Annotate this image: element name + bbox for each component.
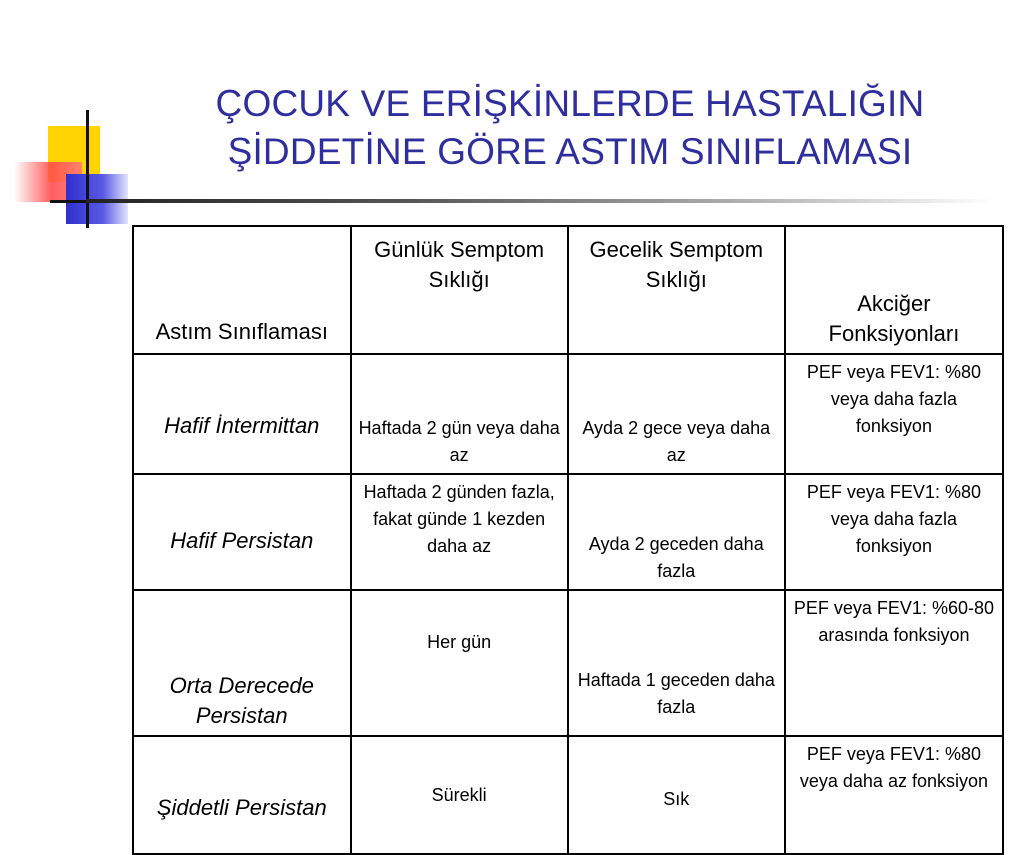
cell-lung: PEF veya FEV1: %80 veya daha fazla fonksiyon xyxy=(785,474,1003,590)
header-daily-symptoms: Günlük Semptom Sıklığı xyxy=(351,226,568,354)
slide-title-line-1: ÇOCUK VE ERİŞKİNLERDE HASTALIĞIN xyxy=(215,83,925,124)
slide-title-line-2: ŞİDDETİNE GÖRE ASTIM SINIFLAMASI xyxy=(227,131,913,172)
cell-classification: Şiddetli Persistan xyxy=(133,736,351,854)
cell-nightly: Haftada 1 geceden daha fazla xyxy=(568,590,785,736)
cell-lung: PEF veya FEV1: %80 veya daha fazla fonksiyon xyxy=(785,354,1003,474)
cell-lung: PEF veya FEV1: %60-80 arasında fonksiyon xyxy=(785,590,1003,736)
header-lung-function: Akciğer Fonksiyonları xyxy=(785,226,1003,354)
cell-classification: Hafif İntermittan xyxy=(133,354,351,474)
table-header-row xyxy=(133,226,1003,354)
cell-daily: Haftada 2 günden fazla, fakat günde 1 kezden daha az xyxy=(351,474,568,590)
decor-vertical-line xyxy=(86,110,89,228)
table-row xyxy=(133,354,1003,474)
table-row xyxy=(133,474,1003,590)
table-row xyxy=(133,590,1003,736)
header-nightly-symptoms: Gecelik Semptom Sıklığı xyxy=(568,226,785,354)
cell-daily: Her gün xyxy=(351,590,568,736)
cell-daily: Haftada 2 gün veya daha az xyxy=(351,354,568,474)
cell-classification: Orta Derecede Persistan xyxy=(133,590,351,736)
cell-daily: Sürekli xyxy=(351,736,568,854)
slide-title xyxy=(150,80,990,176)
cell-lung: PEF veya FEV1: %80 veya daha az fonksiyon xyxy=(785,736,1003,854)
table-row xyxy=(133,736,1003,854)
header-classification: Astım Sınıflaması xyxy=(133,226,351,354)
cell-nightly: Sık xyxy=(568,736,785,854)
title-underline xyxy=(86,199,996,203)
cell-nightly: Ayda 2 gece veya daha az xyxy=(568,354,785,474)
cell-classification: Hafif Persistan xyxy=(133,474,351,590)
asthma-classification-table xyxy=(132,225,1004,855)
cell-nightly: Ayda 2 geceden daha fazla xyxy=(568,474,785,590)
